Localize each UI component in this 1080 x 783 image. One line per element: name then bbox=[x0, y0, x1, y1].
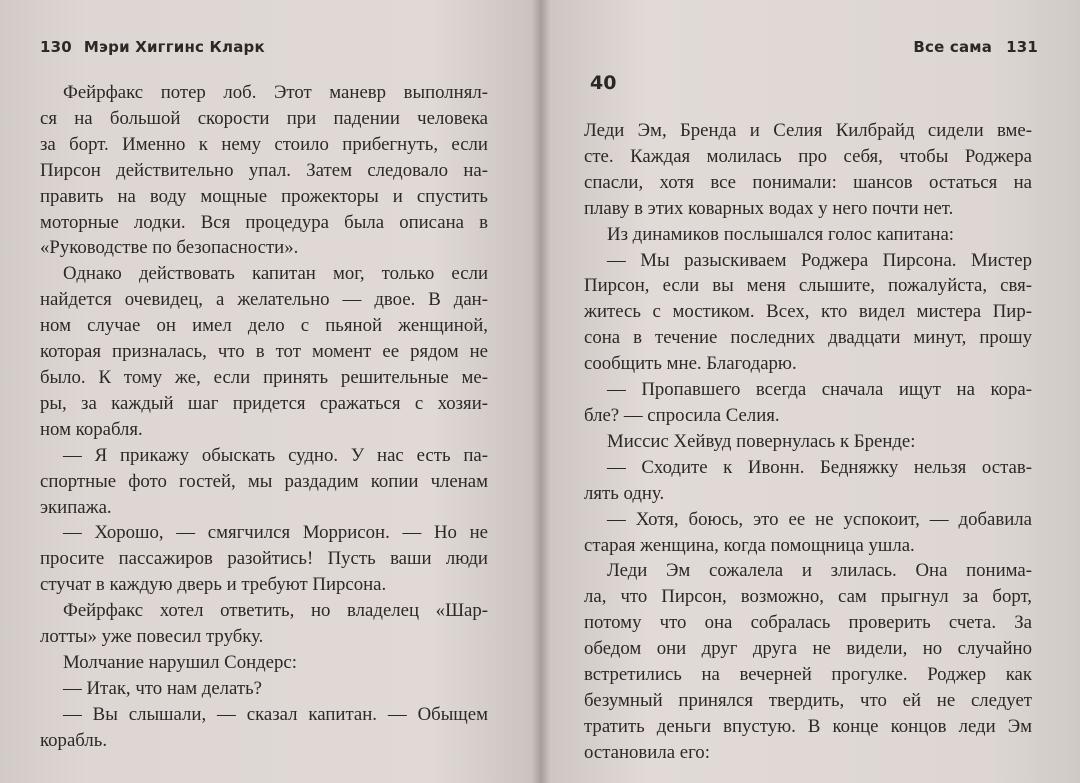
text-line: Молчание нарушил Сондерс: bbox=[63, 651, 297, 673]
text-line: ла, что Пирсон, возможно, сам прыгнул за борт, bbox=[584, 586, 1032, 608]
text-line: остановила его: bbox=[584, 741, 710, 763]
text-line: безумный принялся твердить, что ей не следует bbox=[584, 689, 1032, 711]
text-line: Леди Эм, Бренда и Селия Килбрайд сидели вме- bbox=[584, 120, 1032, 141]
text-line: стучат в каждую дверь и требуют Пирсона. bbox=[40, 574, 387, 596]
left-running-head: Мэри Хиггинс Кларк bbox=[83, 38, 265, 56]
right-running-header bbox=[913, 38, 1038, 56]
text-line: корабль. bbox=[40, 729, 108, 751]
text-line: Фейрфакс хотел ответить, но владелец «Шар- bbox=[63, 600, 488, 622]
text-line: встретились на вечерней прогулке. Роджер как bbox=[584, 664, 1032, 686]
text-line: — Вы слышали, — сказал капитан. — Обыщем bbox=[63, 703, 488, 725]
text-line: — Мы разыскиваем Роджера Пирсона. Мистер bbox=[607, 249, 1032, 271]
right-page bbox=[544, 0, 1080, 783]
text-line: обедом они друг друга не видели, но случайно bbox=[584, 638, 1032, 660]
text-line: сообщить мне. Благодарю. bbox=[584, 353, 797, 375]
text-line: житесь с мостиком. Всех, кто видел мистера Пир- bbox=[584, 301, 1032, 323]
text-line: — Сходите к Ивонн. Бедняжку нельзя остав- bbox=[607, 456, 1032, 478]
text-line: за борт. Именно к нему стоило прибегнуть, если bbox=[40, 133, 488, 155]
text-line: ном корабля. bbox=[40, 418, 143, 440]
text-line: «Руководстве по безопасности». bbox=[40, 237, 299, 259]
text-line: Однако действовать капитан мог, только если bbox=[63, 263, 488, 285]
text-line: сте. Каждая молилась про себя, чтобы Роджера bbox=[584, 145, 1032, 167]
text-line: — Хотя, боюсь, это ее не успокоит, — добавила bbox=[607, 508, 1032, 530]
text-line: старая женщина, когда помощница ушла. bbox=[584, 534, 915, 556]
chapter-number: 40 bbox=[590, 72, 617, 94]
text-line: спортные фото гостей, мы раздадим копии членам bbox=[40, 470, 488, 492]
text-line: Пирсон, если вы меня слышите, пожалуйста, свя- bbox=[584, 275, 1032, 297]
left-page-number: 130 bbox=[40, 38, 72, 56]
text-line: — Я прикажу обыскать судно. У нас есть па- bbox=[63, 444, 488, 466]
text-line: было. К тому же, если принять решительные ме- bbox=[40, 366, 488, 388]
text-line: найдется очевидец, а желательно — двое. В дан- bbox=[40, 289, 488, 311]
text-line: править на воду мощные прожекторы и спустить bbox=[40, 185, 488, 207]
text-line: — Итак, что нам делать? bbox=[63, 677, 263, 699]
text-line: Леди Эм сожалела и злилась. Она понима- bbox=[607, 560, 1032, 582]
text-line: — Пропавшего всегда сначала ищут на кора- bbox=[607, 379, 1032, 401]
text-line: Пирсон действительно упал. Затем следовало на- bbox=[40, 159, 488, 181]
text-line: ры, за каждый шаг придется сражаться с хозяи- bbox=[40, 392, 488, 414]
text-line: потому что она собралась проверить счета. За bbox=[584, 612, 1032, 634]
text-line: лотты» уже повесил трубку. bbox=[40, 626, 264, 648]
text-line: ся на большой скорости при падении человека bbox=[40, 107, 488, 129]
text-line: Из динамиков послышался голос капитана: bbox=[607, 223, 955, 245]
text-line: спасли, хотя все понимали: шансов остаться на bbox=[584, 171, 1032, 193]
left-page-text bbox=[40, 80, 488, 754]
text-line: которая призналась, что в тот момент ее рядом не bbox=[40, 341, 488, 363]
text-line: бле? — спросила Селия. bbox=[584, 404, 780, 426]
text-line: ном случае он имел дело с пьяной женщиной, bbox=[40, 315, 488, 337]
right-running-head: Все сама bbox=[913, 38, 993, 56]
text-line: лять одну. bbox=[584, 482, 665, 504]
text-line: просите пассажиров разойтись! Пусть ваши люди bbox=[40, 548, 488, 570]
text-line: плаву в этих коварных водах у него почти нет. bbox=[584, 197, 954, 219]
text-line: экипажа. bbox=[40, 496, 112, 518]
text-line: тратить деньги впустую. В конце концов леди Эм bbox=[584, 715, 1032, 737]
text-line: сона в течение последних двадцати минут, прошу bbox=[584, 327, 1032, 349]
left-page bbox=[0, 0, 536, 783]
text-line: Фейрфакс потер лоб. Этот маневр выполнял- bbox=[63, 82, 488, 103]
left-running-header bbox=[40, 38, 265, 56]
text-line: Миссис Хейвуд повернулась к Бренде: bbox=[607, 430, 916, 452]
right-page-text bbox=[584, 118, 1032, 766]
text-line: — Хорошо, — смягчился Моррисон. — Но не bbox=[63, 522, 488, 544]
right-page-number: 131 bbox=[1006, 38, 1038, 56]
text-line: моторные лодки. Вся процедура была описана в bbox=[40, 211, 488, 233]
